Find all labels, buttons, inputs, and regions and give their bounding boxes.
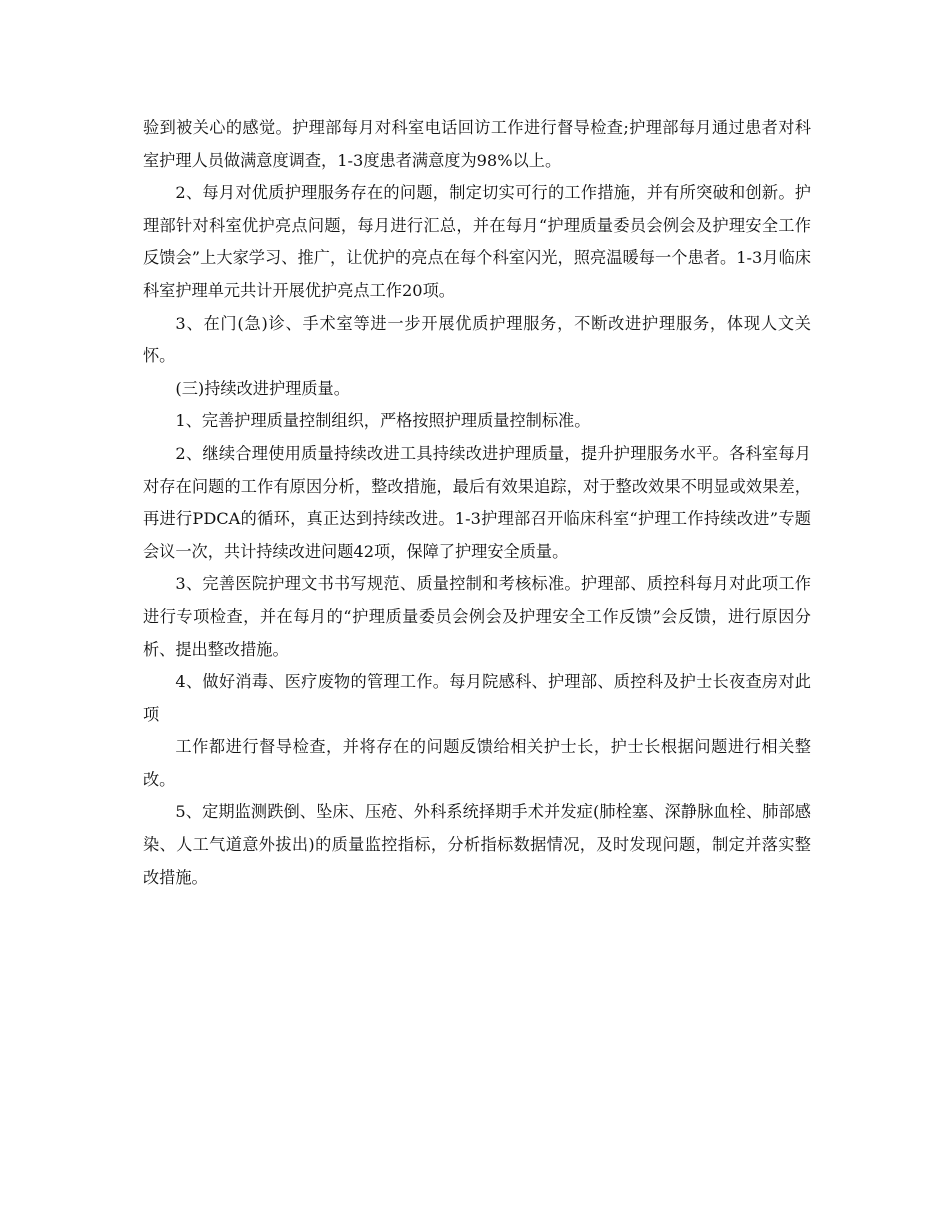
- document-page: [143, 112, 811, 894]
- paragraph-6: 2、继续合理使用质量持续改进工具持续改进护理质量，提升护理服务水平。各科室每月对存在问题的工作有原因分析，整改措施，最后有效果追踪，对于整改效果不明显或效果差，再进行PDCA的循环，真正达到持续改进。1-3护理部召开临床科室“护理工作持续改进”专题会议一次，共计持续改进问题42项，保障了护理安全质量。: [143, 443, 811, 561]
- paragraph-2: 2、每月对优质护理服务存在的问题，制定切实可行的工作措施，并有所突破和创新。护理部针对科室优护亮点问题，每月进行汇总，并在每月“护理质量委员会例会及护理安全工作反馈会”上大家学习、推广，让优护的亮点在每个科室闪光，照亮温暖每一个患者。1-3月临床科室护理单元共计开展优护亮点工作20项。: [143, 183, 811, 300]
- paragraph-5: 1、完善护理质量控制组织，严格按照护理质量控制标准。: [175, 411, 591, 431]
- paragraph-10: 5、定期监测跌倒、坠床、压疮、外科系统择期手术并发症(肺栓塞、深静脉血栓、肺部感染、人工气道意外拔出)的质量监控指标，分析指标数据情况，及时发现问题，制定并落实整改措施。: [143, 802, 811, 887]
- paragraph-3: 3、在门(急)诊、手术室等进一步开展优质护理服务，不断改进护理服务，体现人文关怀。: [143, 313, 811, 366]
- section-heading: (三)持续改进护理质量。: [175, 378, 350, 398]
- paragraph-8: 4、做好消毒、医疗废物的管理工作。每月院感科、护理部、质控科及护士长夜查房对此项: [143, 672, 811, 724]
- paragraph-7: 3、完善医院护理文书书写规范、质量控制和考核标准。护理部、质控科每月对此项工作进行专项检查，并在每月的“护理质量委员会例会及护理安全工作反馈”会反馈，进行原因分析、提出整改措施。: [143, 574, 811, 659]
- paragraph-9: 工作都进行督导检查，并将存在的问题反馈给相关护士长，护士长根据问题进行相关整改。: [143, 737, 811, 789]
- paragraph-1: 验到被关心的感觉。护理部每月对科室电话回访工作进行督导检查;护理部每月通过患者对科室护理人员做满意度调查，1-3度患者满意度为98%以上。: [143, 118, 811, 170]
